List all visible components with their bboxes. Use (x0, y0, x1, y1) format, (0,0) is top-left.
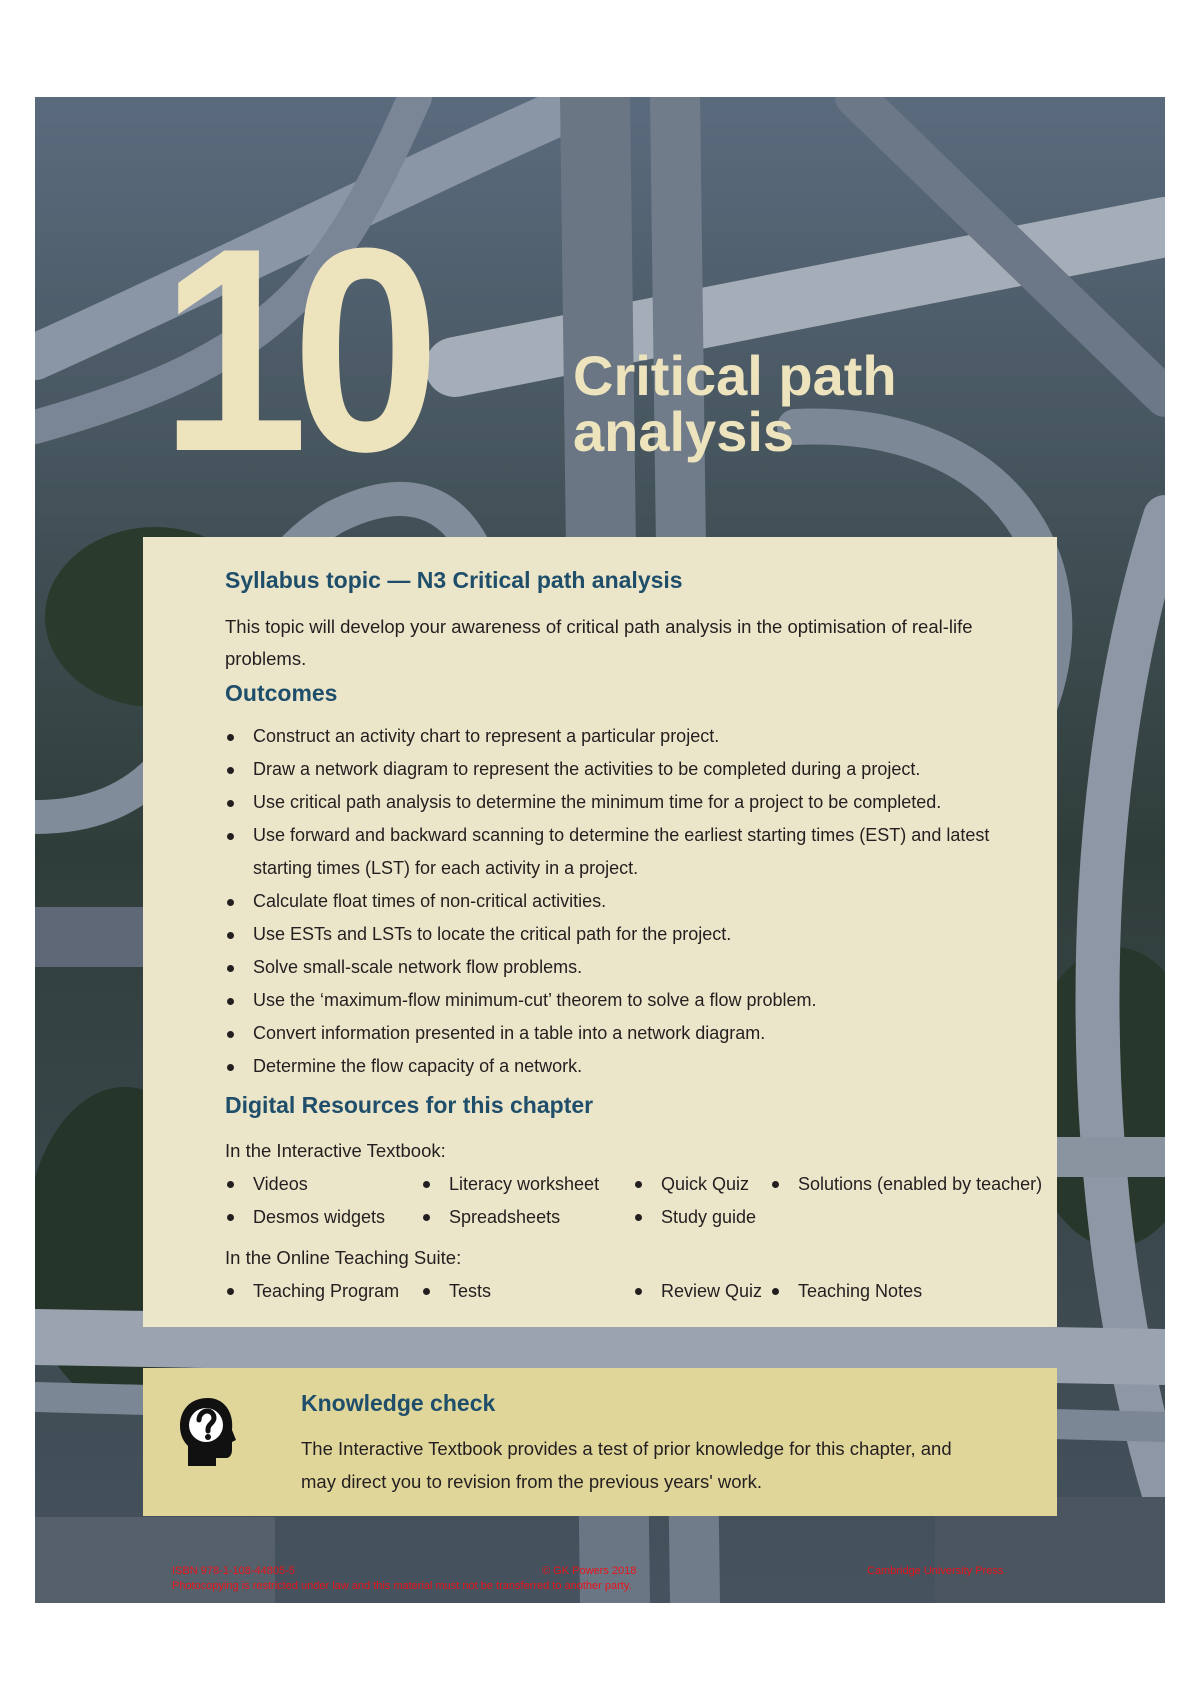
resources-heading: Digital Resources for this chapter (225, 1092, 594, 1118)
outcomes-heading: Outcomes (225, 680, 338, 706)
outcome-item: Solve small-scale network flow problems. (225, 951, 1005, 984)
suite-intro: In the Online Teaching Suite: (225, 1247, 462, 1268)
chapter-title (573, 344, 897, 463)
resource-solutions: Solutions (enabled by teacher) (770, 1168, 1042, 1200)
resource-spreadsheets: Spreadsheets (421, 1201, 560, 1233)
resource-teaching-program: Teaching Program (225, 1275, 399, 1307)
resource-tests: Tests (421, 1275, 491, 1307)
knowledge-check-heading: Knowledge check (301, 1390, 496, 1416)
resource-quick-quiz: Quick Quiz (633, 1168, 749, 1200)
chapter-title-line-1: Critical path (573, 344, 897, 407)
outcome-item: Use the ‘maximum-flow minimum-cut’ theorem to solve a flow problem. (225, 984, 1005, 1017)
outcome-item: Use forward and backward scanning to determine the earliest starting times (EST) and latest starting times (LST) for each activity in a project. (225, 819, 1005, 885)
syllabus-box (143, 537, 1057, 1327)
knowledge-check-text: The Interactive Textbook provides a test of prior knowledge for this chapter, and may direct you to revision from the previous years' work. (301, 1438, 952, 1492)
resource-literacy-worksheet: Literacy worksheet (421, 1168, 599, 1200)
resource-review-quiz: Review Quiz (633, 1275, 762, 1307)
chapter-number: 10 (160, 188, 424, 512)
chapter-title-line-2: analysis (573, 400, 795, 463)
footer-publisher: Cambridge University Press (867, 1565, 1004, 1577)
resource-videos: Videos (225, 1168, 308, 1200)
outcome-item: Convert information presented in a table into a network diagram. (225, 1017, 1005, 1050)
resource-teaching-notes: Teaching Notes (770, 1275, 922, 1307)
outcome-item: Construct an activity chart to represent a particular project. (225, 720, 1005, 753)
resource-study-guide: Study guide (633, 1201, 756, 1233)
knowledge-check-box (143, 1368, 1057, 1516)
textbook-intro: In the Interactive Textbook: (225, 1140, 446, 1161)
footer-copyright: © GK Powers 2018 (542, 1565, 637, 1577)
head-question-icon (178, 1396, 238, 1468)
outcome-item: Use ESTs and LSTs to locate the critical path for the project. (225, 918, 1005, 951)
outcomes-list (225, 720, 1005, 1083)
footer-notice: Photocopying is restricted under law and this material must not be transferred to another party. (172, 1580, 632, 1592)
syllabus-heading: Syllabus topic — N3 Critical path analysis (225, 567, 683, 593)
outcome-item: Calculate float times of non-critical activities. (225, 885, 1005, 918)
outcome-item: Draw a network diagram to represent the activities to be completed during a project. (225, 753, 1005, 786)
outcome-item: Determine the flow capacity of a network. (225, 1050, 1005, 1083)
outcome-item: Use critical path analysis to determine the minimum time for a project to be completed. (225, 786, 1005, 819)
footer-isbn: ISBN 978-1-108-44805-5 (172, 1565, 295, 1577)
resource-desmos-widgets: Desmos widgets (225, 1201, 385, 1233)
syllabus-description: This topic will develop your awareness of critical path analysis in the optimisation of real-life problems. (225, 616, 973, 669)
